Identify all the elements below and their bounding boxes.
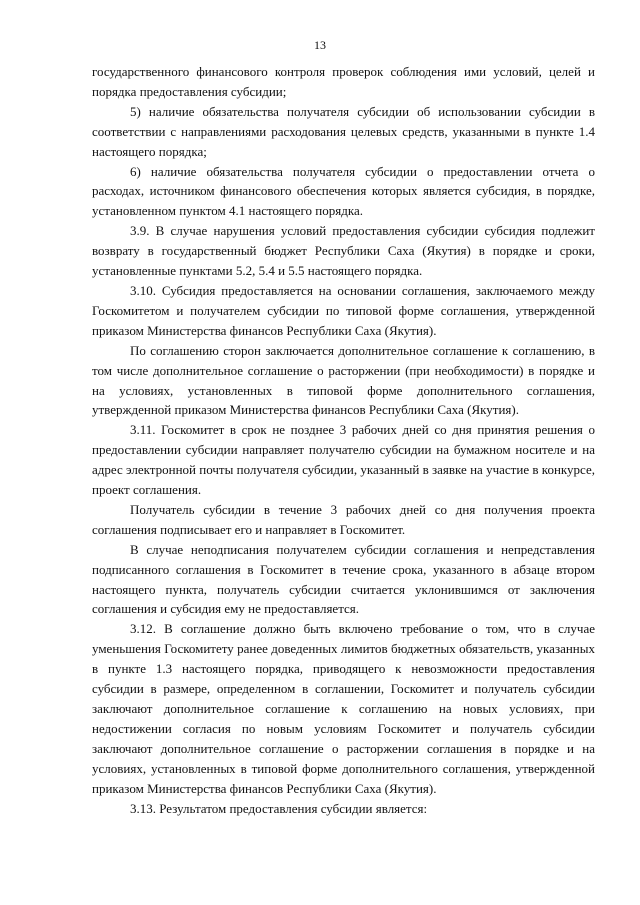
paragraph: государственного финансового контроля проверок соблюдения ими условий, целей и порядка предоставления субсидии; <box>92 64 595 99</box>
paragraph: 6) наличие обязательства получателя субсидии о предоставлении отчета о расходах, источником финансового обеспечения которых является субсидия, в порядке, установленном пунктом 4.1 настоящего порядка. <box>92 163 595 219</box>
paragraph: 3.9. В случае нарушения условий предоставления субсидии субсидия подлежит возврату в государственный бюджет Республики Саха (Якутия) в порядке и сроки, установленные пунктами 5.2, 5.4 и 5.5 настоящего порядка. <box>92 223 595 279</box>
paragraph: По соглашению сторон заключается дополнительное соглашение к соглашению, в том числе дополнительное соглашение о расторжении (при необходимости) в порядке и на условиях, установленных в типовой форме дополнительного соглашения, утвержденной приказом Министерства финансов Республики Саха (Якутия). <box>92 342 595 418</box>
paragraph: 3.10. Субсидия предоставляется на основании соглашения, заключаемого между Госкомитетом и получателем субсидии по типовой форме соглашения, утвержденной приказом Министерства финансов Республики Саха (Якутия). <box>92 282 595 338</box>
document-body <box>92 62 595 818</box>
paragraph: В случае неподписания получателем субсидии соглашения и непредставления подписанного соглашения в Госкомитет в течение срока, указанного в абзаце втором настоящего пункта, получатель субсидии считается уклонившимся от заключения соглашения и субсидия ему не предоставляется. <box>92 541 595 617</box>
paragraph: Получатель субсидии в течение 3 рабочих дней со дня получения проекта соглашения подписывает его и направляет в Госкомитет. <box>92 501 595 537</box>
paragraph: 3.11. Госкомитет в срок не позднее 3 рабочих дней со дня принятия решения о предоставлении субсидии направляет получателю субсидии на бумажном носителе и на адрес электронной почты получателя субсидии, указанный в заявке на участие в конкурсе, проект соглашения. <box>92 422 595 498</box>
page-number: 13 <box>314 38 326 52</box>
paragraph: 3.13. Результатом предоставления субсидии является: <box>130 800 428 816</box>
paragraph: 3.12. В соглашение должно быть включено требование о том, что в случае уменьшения Госкомитету ранее доведенных лимитов бюджетных обязательств, указанных в пункте 1.3 настоящего порядка, приводящего к невозможности предоставления субсидии в размере, определенном в соглашении, Госкомитет и получатель субсидии заключают дополнительное соглашение к соглашению на новых условиях, при недостижении согласия по новым условиям Госкомитет и получатель субсидии заключают дополнительное соглашение о расторжении соглашения в порядке и на условиях, установленных в типовой форме дополнительного соглашения, утвержденной приказом Министерства финансов Республики Саха (Якутия). <box>92 621 595 796</box>
paragraph: 5) наличие обязательства получателя субсидии об использовании субсидии в соответствии с направлениями расходования целевых средств, указанными в пункте 1.4 настоящего порядка; <box>92 103 595 159</box>
